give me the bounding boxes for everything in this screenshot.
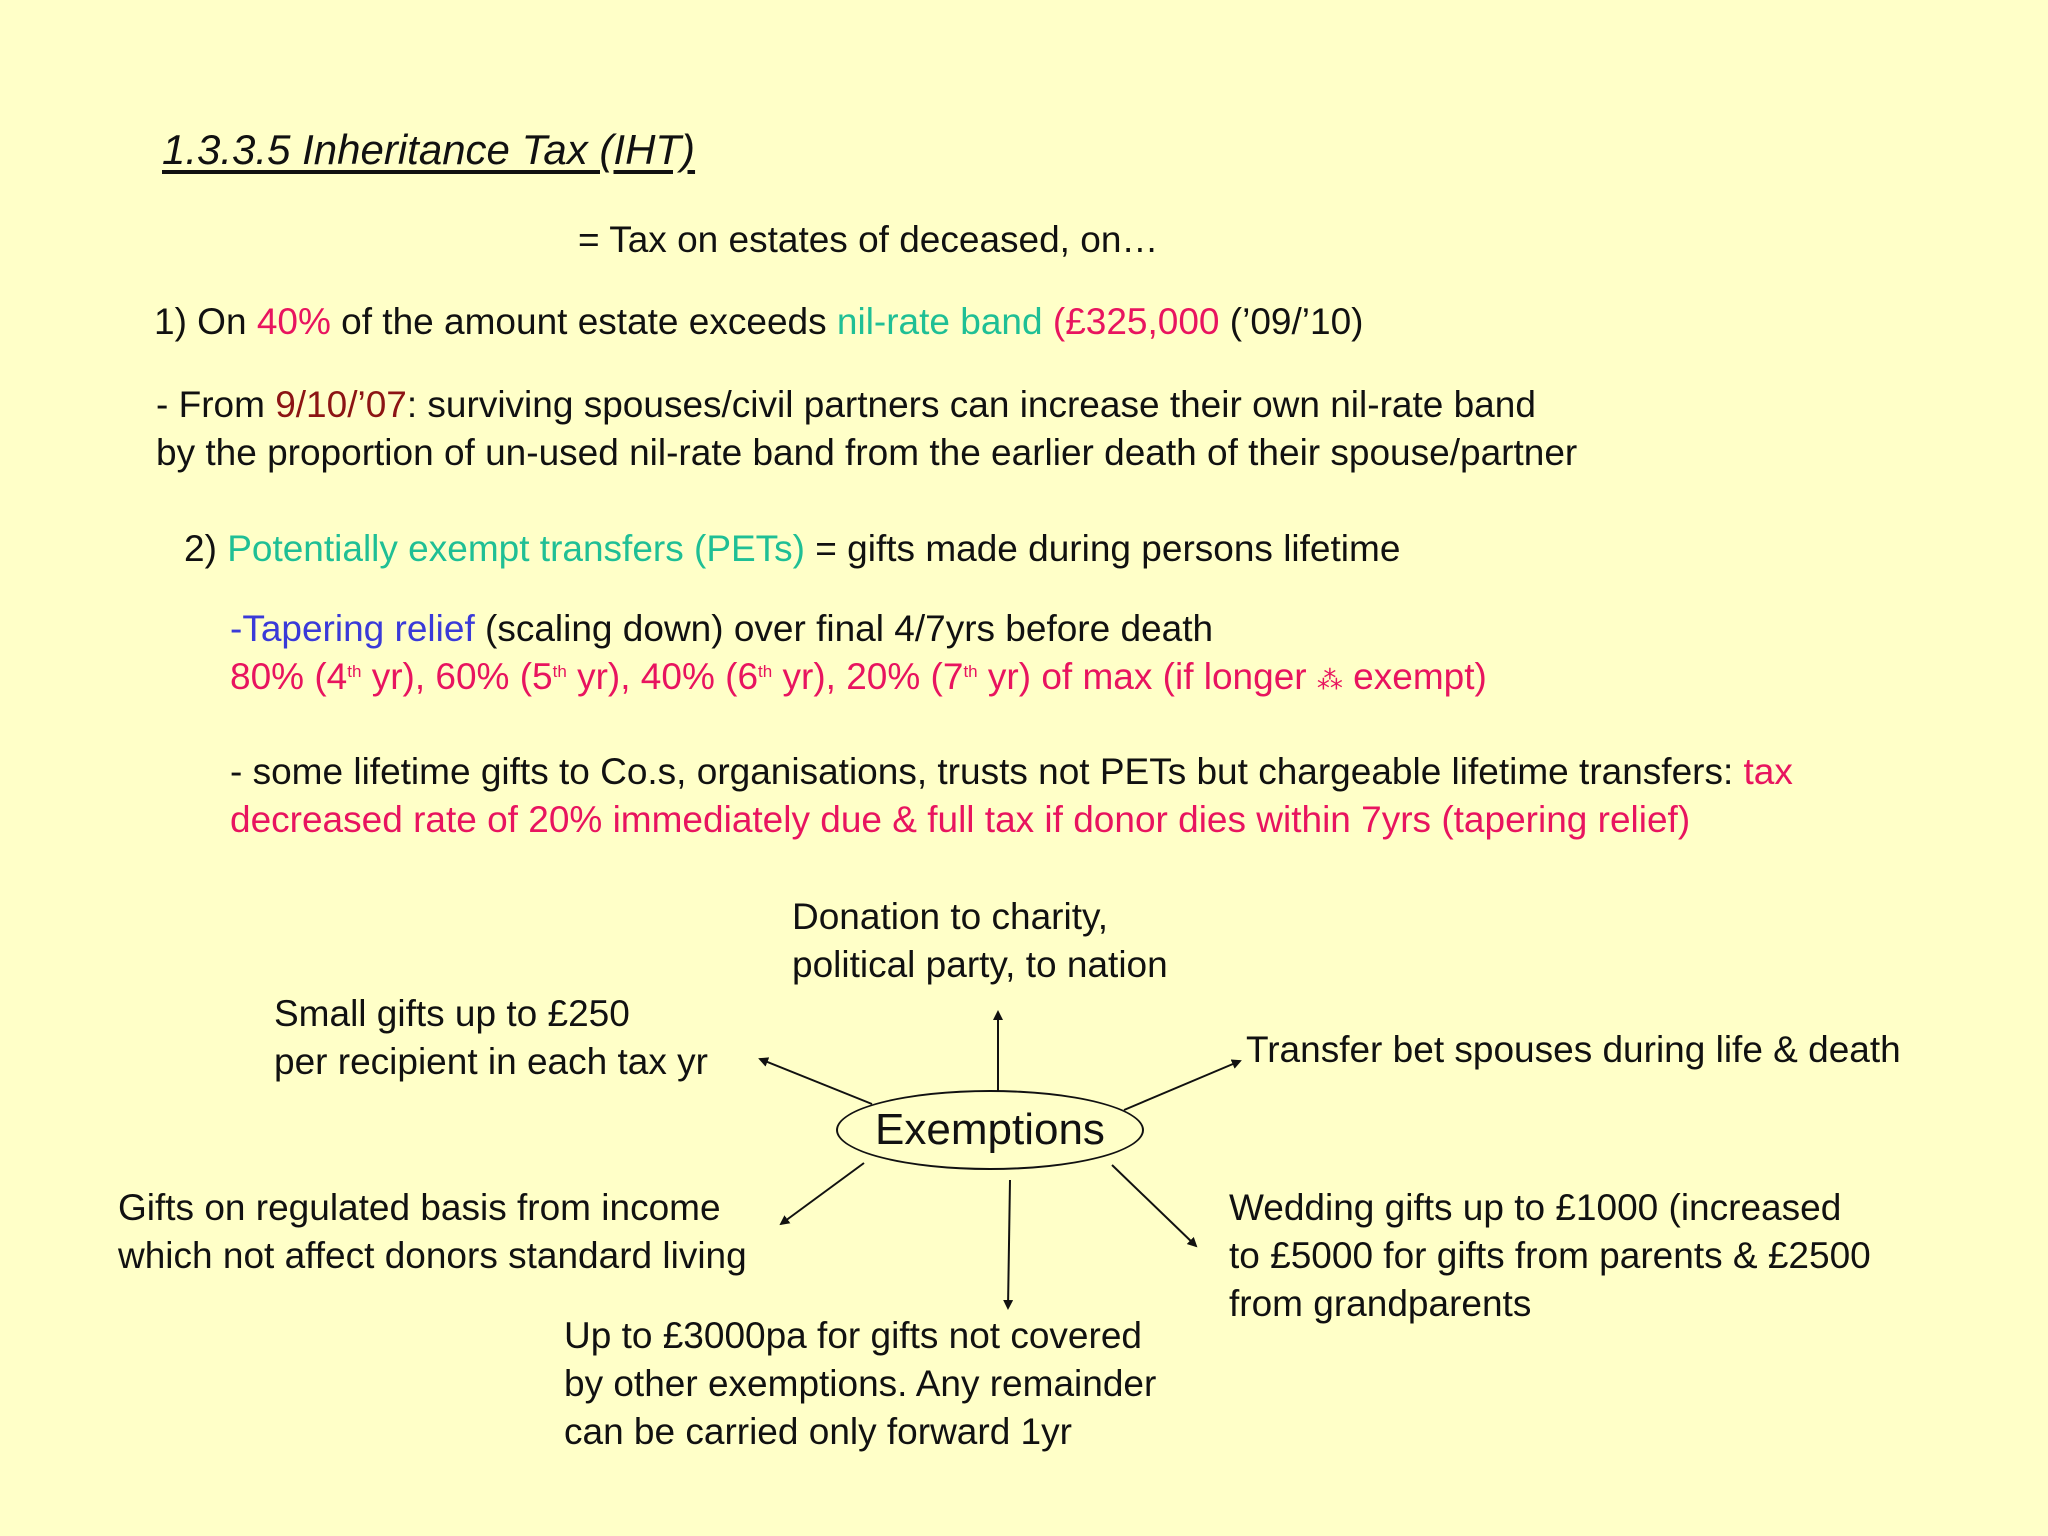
tapering-rate-5: yr), 60% (5 bbox=[361, 656, 553, 697]
point-1-rate: 40% bbox=[256, 301, 331, 342]
arrow-wedding bbox=[1112, 1165, 1196, 1246]
spouse-note-prefix: - From bbox=[156, 384, 276, 425]
arrow-annual bbox=[1008, 1180, 1010, 1308]
tapering-rate-7: yr), 20% (7 bbox=[772, 656, 964, 697]
point-2-term: Potentially exempt transfers (PETs) bbox=[227, 528, 806, 569]
point-2-rest: = gifts made during persons lifetime bbox=[805, 528, 1401, 569]
point-1-band: nil-rate band bbox=[836, 301, 1043, 342]
exemption-regulated bbox=[118, 1184, 747, 1280]
point-1-prefix: 1) On bbox=[154, 301, 257, 342]
exemption-annual-line: by other exemptions. Any remainder bbox=[564, 1363, 1157, 1404]
exemption-charity bbox=[792, 893, 1168, 989]
spouse-note-date: 9/10/’07 bbox=[275, 384, 407, 425]
point-1-mid: of the amount estate exceeds bbox=[330, 301, 837, 342]
point-1-amount: £325,000 bbox=[1065, 301, 1220, 342]
exemption-annual-line: can be carried only forward 1yr bbox=[564, 1411, 1072, 1452]
exemption-wedding-line: from grandparents bbox=[1229, 1283, 1532, 1324]
chargeable-line-2: decreased rate of 20% immediately due & full tax if donor dies within 7yrs (tapering relief) bbox=[230, 799, 1691, 840]
tapering-term: Tapering relief bbox=[242, 608, 475, 649]
tapering-rest: (scaling down) over final 4/7yrs before death bbox=[474, 608, 1214, 649]
exemption-small-gifts bbox=[274, 990, 708, 1086]
arrow-regulated bbox=[781, 1163, 864, 1224]
tapering-max: yr) of max (if longer bbox=[977, 656, 1317, 697]
exemption-charity-line: political party, to nation bbox=[792, 944, 1168, 985]
exemptions-node: Exemptions bbox=[836, 1090, 1144, 1170]
exemption-charity-line: Donation to charity, bbox=[792, 896, 1109, 937]
tapering-rate-4: 80% (4 bbox=[230, 656, 348, 697]
point-1-paren: ( bbox=[1042, 301, 1066, 342]
arrow-spouses bbox=[1124, 1061, 1240, 1110]
tapering-exempt: exempt) bbox=[1342, 656, 1487, 697]
definition-text: = Tax on estates of deceased, on… bbox=[578, 219, 1159, 260]
exemption-small-gifts-line: Small gifts up to £250 bbox=[274, 993, 630, 1034]
exemption-small-gifts-line: per recipient in each tax yr bbox=[274, 1041, 708, 1082]
spouse-note-line-2: by the proportion of un-used nil-rate band from the earlier death of their spouse/partner bbox=[156, 432, 1578, 473]
ordinal-suffix: th bbox=[758, 662, 773, 681]
ordinal-suffix: th bbox=[552, 662, 567, 681]
page-title: 1.3.3.5 Inheritance Tax (IHT) bbox=[162, 126, 696, 173]
spouse-note-rest: : surviving spouses/civil partners can increase their own nil-rate band bbox=[406, 384, 1536, 425]
exemption-spouses bbox=[1246, 1026, 1901, 1074]
chargeable-tax: tax bbox=[1743, 751, 1793, 792]
point-2-prefix: 2) bbox=[184, 528, 228, 569]
exemption-regulated-line: Gifts on regulated basis from income bbox=[118, 1187, 721, 1228]
ordinal-suffix: th bbox=[963, 662, 978, 681]
exemption-wedding-line: to £5000 for gifts from parents & £2500 bbox=[1229, 1235, 1871, 1276]
exemption-regulated-line: which not affect donors standard living bbox=[118, 1235, 747, 1276]
exemption-annual-line: Up to £3000pa for gifts not covered bbox=[564, 1315, 1142, 1356]
exemption-annual bbox=[564, 1312, 1156, 1456]
ordinal-suffix: th bbox=[347, 662, 362, 681]
tapering-dash: - bbox=[230, 608, 243, 649]
point-1-year: (’09/’10) bbox=[1219, 301, 1364, 342]
exemption-spouses-line: Transfer bet spouses during life & death bbox=[1246, 1029, 1901, 1070]
tapering-rate-6: yr), 40% (6 bbox=[566, 656, 759, 697]
exemption-wedding-line: Wedding gifts up to £1000 (increased bbox=[1229, 1187, 1842, 1228]
chargeable-text: - some lifetime gifts to Co.s, organisations, trusts not PETs but chargeable lifetime transfers: bbox=[230, 751, 1744, 792]
therefore-icon: ⁂ bbox=[1316, 665, 1343, 695]
arrow-small-gifts bbox=[760, 1059, 872, 1104]
exemption-wedding bbox=[1229, 1184, 1871, 1328]
